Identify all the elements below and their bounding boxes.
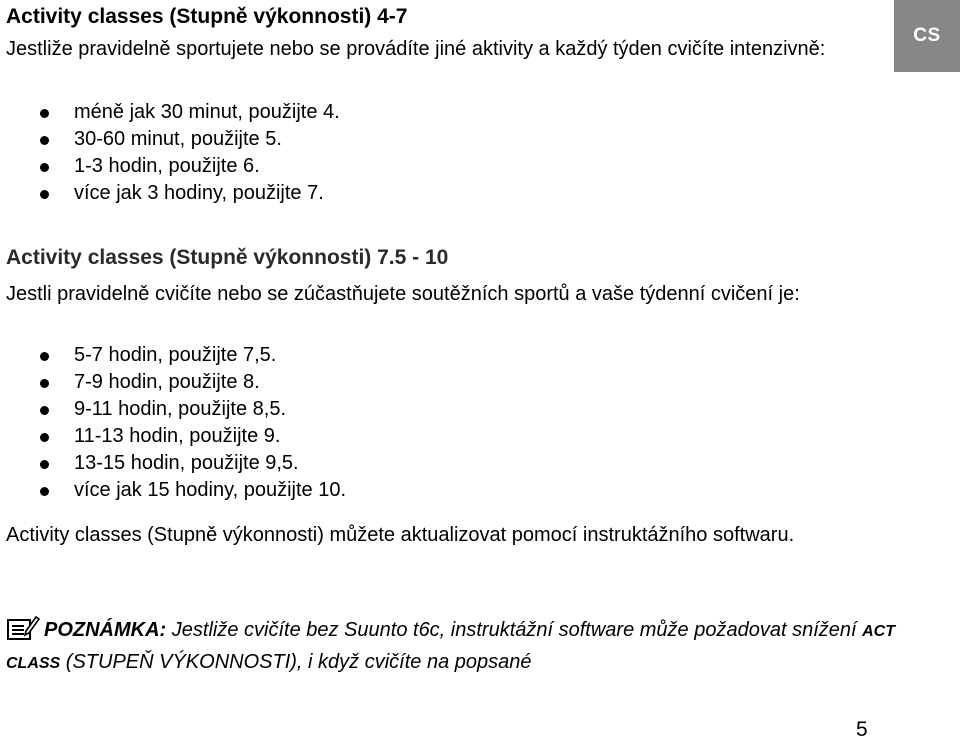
bullet-icon	[40, 109, 49, 118]
language-tab	[894, 0, 960, 72]
act-class-term: ACT CLASS	[6, 623, 896, 672]
list-item: 7-9 hodin, použijte 8.	[0, 369, 346, 396]
bullet-icon	[40, 460, 49, 469]
section2-outro: Activity classes (Stupně výkonnosti) můžete aktualizovat pomocí instruktážního softwaru.	[6, 524, 795, 546]
section2-list	[0, 342, 346, 504]
list-item: 11-13 hodin, použijte 9.	[0, 423, 346, 450]
note-pencil-icon	[6, 615, 40, 641]
list-item: 9-11 hodin, použijte 8,5.	[0, 396, 346, 423]
list-item: méně jak 30 minut, použijte 4.	[0, 99, 340, 126]
bullet-icon	[40, 406, 49, 415]
note-block	[6, 615, 906, 679]
note-text: Jestliže cvičíte bez Suunto t6c, instruktážní software může požadovat snížení	[166, 619, 863, 641]
bullet-icon	[40, 163, 49, 172]
note-label: POZNÁMKA:	[44, 619, 167, 641]
section2-heading: Activity classes (Stupně výkonnosti) 7.5 - 10	[6, 246, 449, 269]
list-item: 1-3 hodin, použijte 6.	[0, 153, 340, 180]
language-tab-label: CS	[913, 25, 941, 46]
note-text-end: (STUPEŇ VÝKONNOSTI), i když cvičíte na popsané	[60, 651, 532, 673]
list-item: více jak 15 hodiny, použijte 10.	[0, 477, 346, 504]
list-item: více jak 3 hodiny, použijte 7.	[0, 180, 340, 207]
list-item: 5-7 hodin, použijte 7,5.	[0, 342, 346, 369]
section2-intro: Jestli pravidelně cvičíte nebo se zúčastňujete soutěžních sportů a vaše týdenní cvičení je:	[6, 283, 800, 305]
bullet-icon	[40, 136, 49, 145]
page-number: 5	[856, 718, 868, 741]
bullet-icon	[40, 487, 49, 496]
bullet-icon	[40, 190, 49, 199]
section1-intro: Jestliže pravidelně sportujete nebo se provádíte jiné aktivity a každý týden cvičíte intenzivně:	[6, 38, 826, 60]
bullet-icon	[40, 379, 49, 388]
bullet-icon	[40, 433, 49, 442]
bullet-icon	[40, 352, 49, 361]
section1-heading: Activity classes (Stupně výkonnosti) 4-7	[6, 5, 408, 28]
section1-list	[0, 99, 340, 207]
list-item: 13-15 hodin, použijte 9,5.	[0, 450, 346, 477]
list-item: 30-60 minut, použijte 5.	[0, 126, 340, 153]
